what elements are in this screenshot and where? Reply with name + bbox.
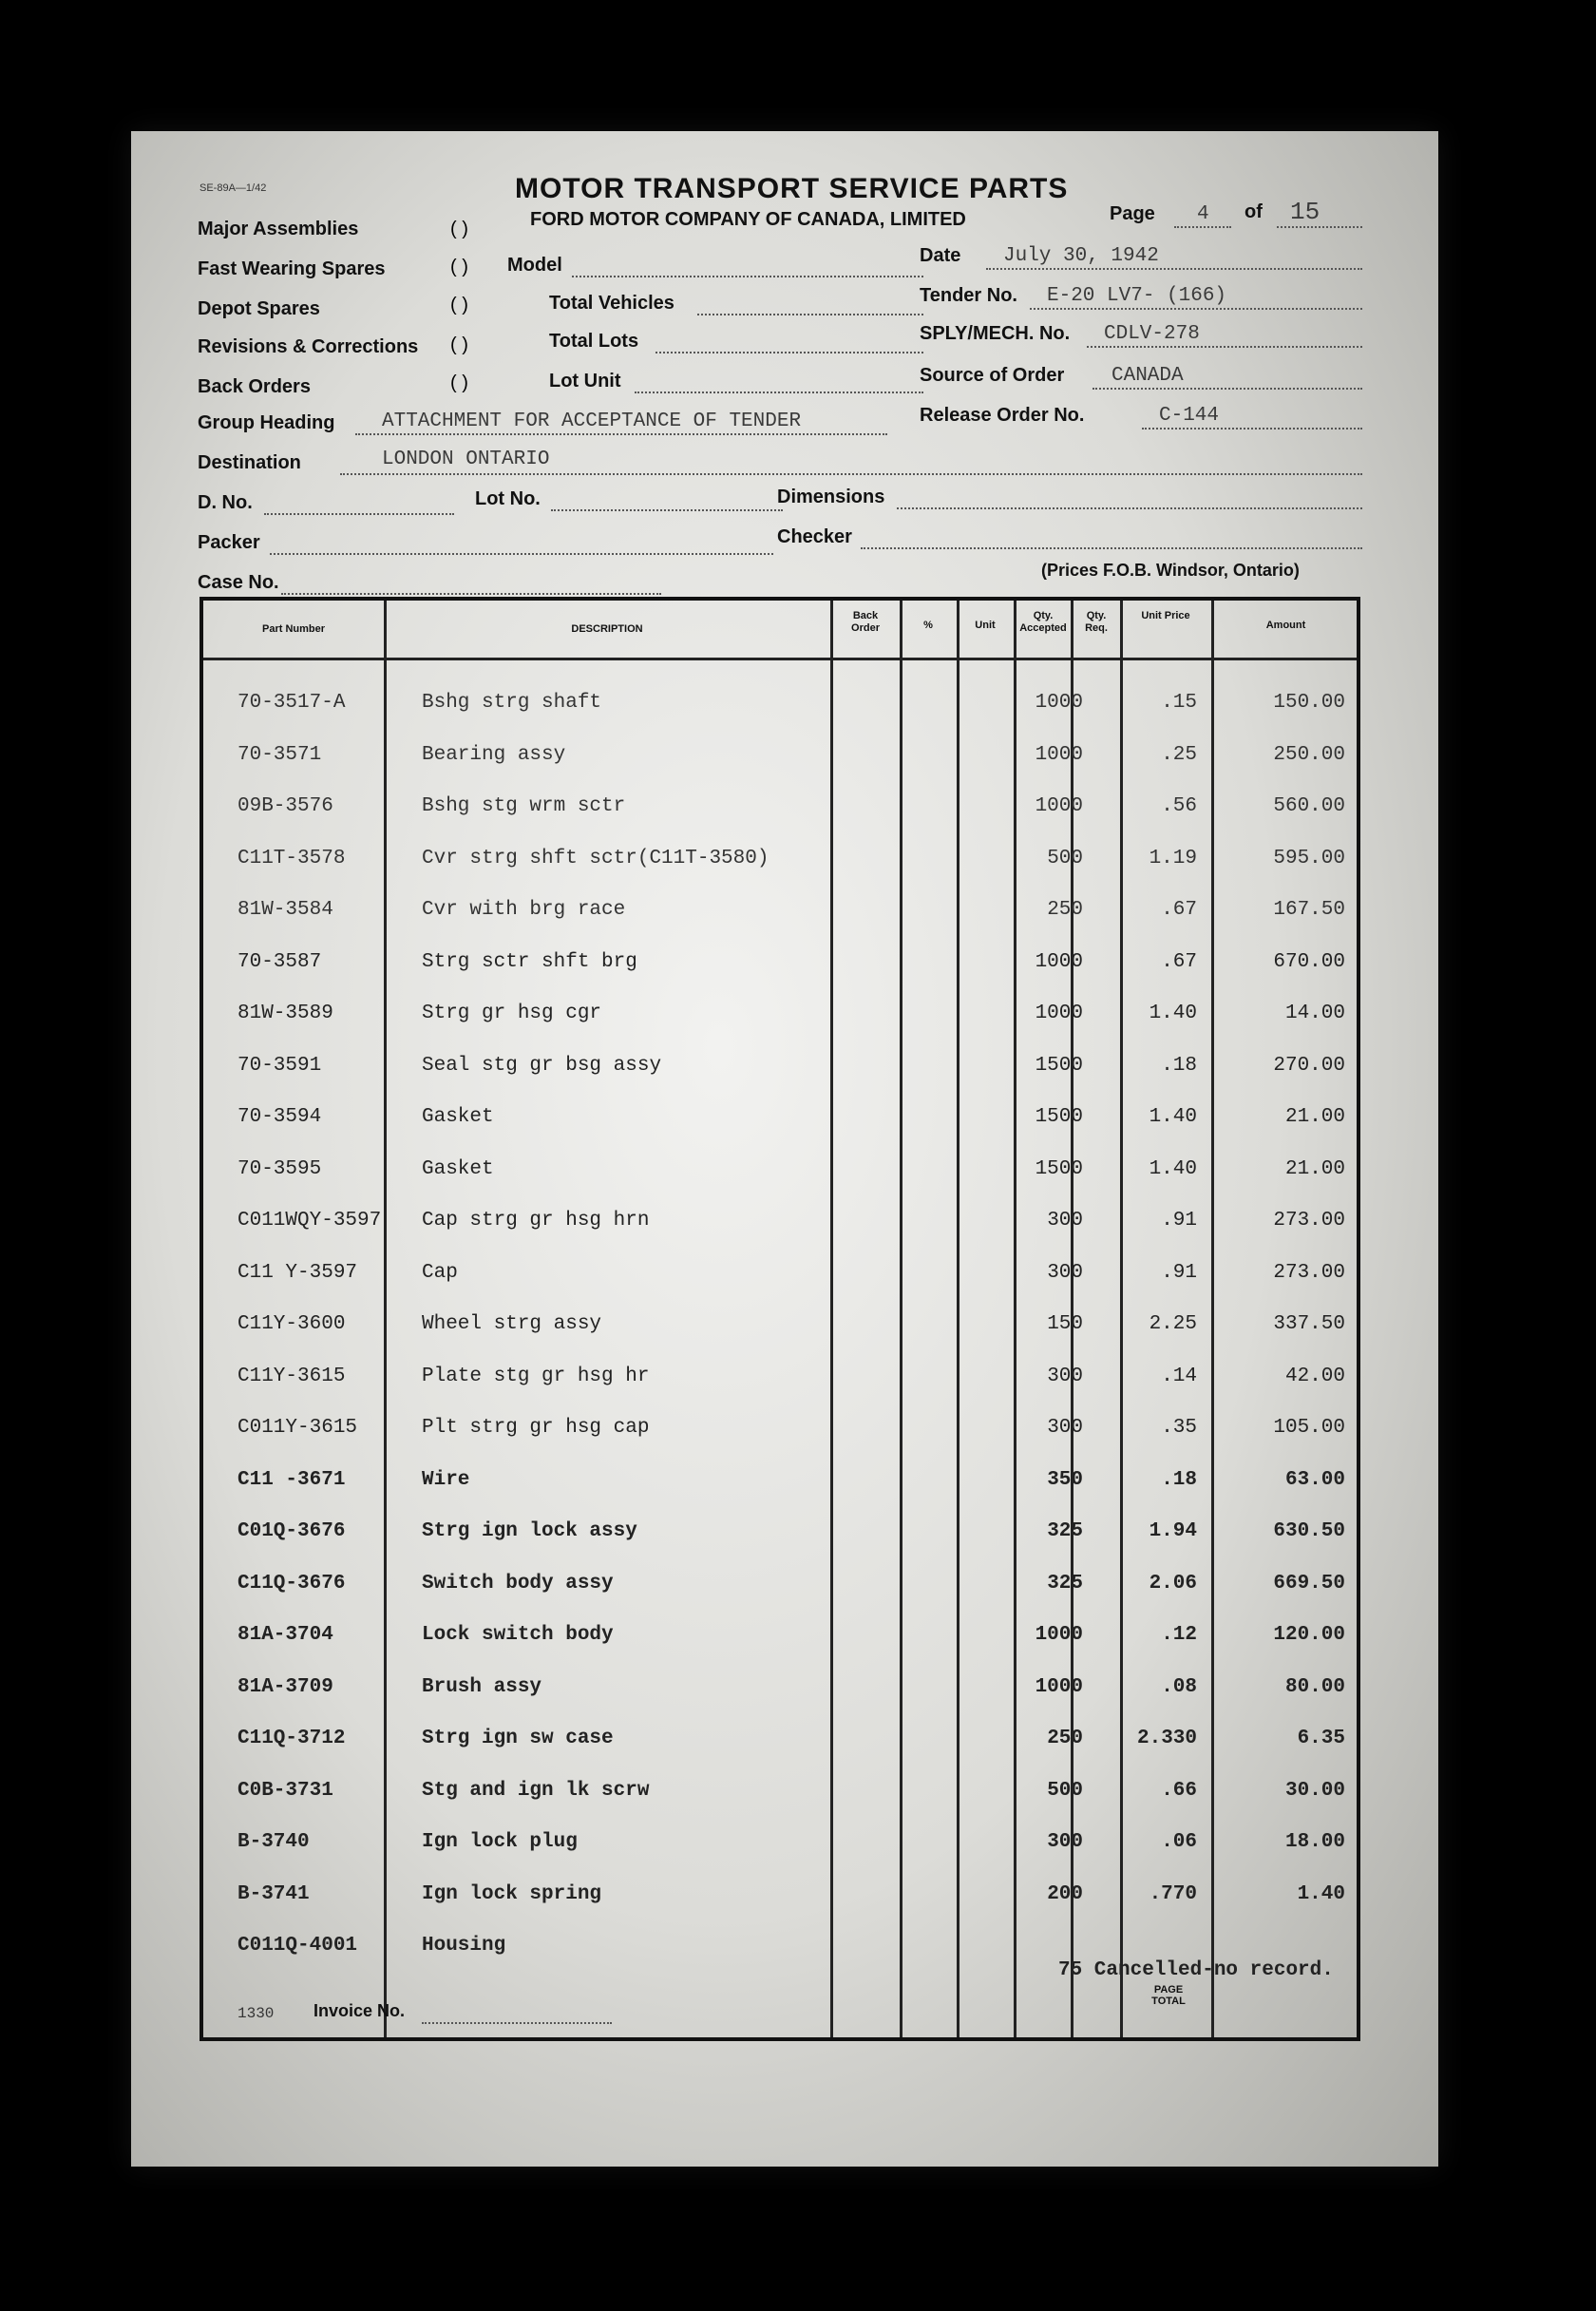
qty-accepted-cell: 1000 <box>1035 1003 1083 1024</box>
description-cell: Stg and ign lk scrw <box>422 1780 650 1802</box>
qty-accepted-cell: 325 <box>1047 1573 1083 1595</box>
qty-accepted-cell: 1000 <box>1035 795 1083 817</box>
sply-mech-value: CDLV-278 <box>1104 323 1200 345</box>
part-number-cell: C011Y-3615 <box>238 1417 358 1439</box>
description-cell: Cvr with brg race <box>422 899 626 921</box>
unit-price-cell: 2.25 <box>1149 1313 1197 1335</box>
amount-cell: 105.00 <box>1273 1417 1345 1439</box>
header-qty-req: Qty. Req. <box>1085 610 1108 634</box>
amount-cell: 1.40 <box>1297 1883 1345 1905</box>
table-row <box>203 1158 1357 1196</box>
unit-price-cell: 1.40 <box>1149 1158 1197 1180</box>
checker-field[interactable] <box>861 547 1362 549</box>
dimensions-label: Dimensions <box>777 487 885 507</box>
lot-unit-label: Lot Unit <box>549 371 621 392</box>
amount-cell: 42.00 <box>1284 1366 1345 1387</box>
page-total: 15 <box>1290 198 1320 226</box>
unit-price-cell: .06 <box>1161 1831 1197 1853</box>
part-number-cell: C01Q-3676 <box>238 1520 346 1542</box>
total-lots-field[interactable] <box>656 352 923 353</box>
date-value: July 30, 1942 <box>1003 245 1159 267</box>
table-row <box>203 1831 1357 1869</box>
company-name: FORD MOTOR COMPANY OF CANADA, LIMITED <box>530 209 966 230</box>
qty-accepted-cell: 1000 <box>1035 692 1083 714</box>
table-row <box>203 1728 1357 1766</box>
part-number-cell: C11Q-3676 <box>238 1573 346 1595</box>
description-cell: Ign lock plug <box>422 1831 578 1853</box>
part-number-cell: 81W-3589 <box>238 1003 333 1024</box>
qty-accepted-cell: 300 <box>1047 1366 1083 1387</box>
part-number-cell: 70-3517-A <box>238 692 346 714</box>
unit-price-cell: .18 <box>1161 1469 1197 1491</box>
qty-accepted-cell: 300 <box>1047 1417 1083 1439</box>
form-code: SE-89A—1/42 <box>200 182 267 194</box>
unit-price-cell: .770 <box>1149 1883 1197 1905</box>
group-heading-value: ATTACHMENT FOR ACCEPTANCE OF TENDER <box>382 411 802 432</box>
qty-accepted-cell: 200 <box>1047 1883 1083 1905</box>
description-cell: Cvr strg shft sctr(C11T-3580) <box>422 848 770 869</box>
prices-note: (Prices F.O.B. Windsor, Ontario) <box>1041 561 1300 580</box>
qty-accepted-cell: 500 <box>1047 848 1083 869</box>
qty-accepted-cell: 150 <box>1047 1313 1083 1335</box>
table-row <box>203 1780 1357 1818</box>
amount-cell: 273.00 <box>1273 1262 1345 1284</box>
amount-cell: 630.50 <box>1273 1520 1345 1542</box>
d-no-label: D. No. <box>198 492 253 513</box>
unit-price-cell: .25 <box>1161 744 1197 766</box>
group-heading-label: Group Heading <box>198 412 335 433</box>
qty-accepted-cell: 1500 <box>1035 1106 1083 1128</box>
invoice-label: Invoice No. <box>314 2001 406 2020</box>
amount-cell: 270.00 <box>1273 1055 1345 1077</box>
amount-cell: 21.00 <box>1284 1106 1345 1128</box>
header-unit-price: Unit Price <box>1141 610 1190 621</box>
category-label: Revisions & Corrections <box>198 336 419 357</box>
unit-price-cell: .67 <box>1161 899 1197 921</box>
part-number-cell: 70-3587 <box>238 951 322 973</box>
checker-label: Checker <box>777 526 852 547</box>
qty-accepted-cell: 300 <box>1047 1262 1083 1284</box>
header-part-number: Part Number <box>261 623 326 635</box>
qty-accepted-cell: 325 <box>1047 1520 1083 1542</box>
invoice-prefix: 1330 <box>238 2005 275 2022</box>
part-number-cell: B-3740 <box>238 1831 310 1853</box>
description-cell: Housing <box>422 1935 506 1957</box>
description-cell: Bearing assy <box>422 744 566 766</box>
description-cell: Strg sctr shft brg <box>422 951 637 973</box>
source-of-order-value: CANADA <box>1112 365 1184 387</box>
tender-no-line <box>1030 308 1362 310</box>
category-checkbox[interactable]: ( ) <box>450 334 468 355</box>
category-checkbox[interactable]: ( ) <box>450 372 468 393</box>
table-row <box>203 744 1357 782</box>
page-total-line <box>1277 226 1362 228</box>
lot-unit-field[interactable] <box>635 392 923 393</box>
table-row <box>203 795 1357 833</box>
unit-price-cell: .35 <box>1161 1417 1197 1439</box>
unit-price-cell: .14 <box>1161 1366 1197 1387</box>
category-checkbox[interactable]: ( ) <box>450 257 468 277</box>
qty-accepted-cell: 250 <box>1047 899 1083 921</box>
description-cell: Cap <box>422 1262 458 1284</box>
packer-field[interactable] <box>270 553 773 555</box>
part-number-cell: 70-3591 <box>238 1055 322 1077</box>
unit-price-cell: .91 <box>1161 1262 1197 1284</box>
unit-price-cell: .15 <box>1161 692 1197 714</box>
packer-label: Packer <box>198 532 260 553</box>
tender-no-label: Tender No. <box>920 285 1017 306</box>
unit-price-cell: 1.19 <box>1149 848 1197 869</box>
part-number-cell: C11 Y-3597 <box>238 1262 358 1284</box>
model-label: Model <box>507 255 562 276</box>
part-number-cell: C0B-3731 <box>238 1780 333 1802</box>
unit-price-cell: 2.330 <box>1136 1728 1197 1749</box>
table-row <box>203 1573 1357 1611</box>
qty-accepted-cell: 250 <box>1047 1728 1083 1749</box>
header-unit: Unit <box>975 620 996 631</box>
part-number-cell: C11 -3671 <box>238 1469 346 1491</box>
description-cell: Strg ign sw case <box>422 1728 614 1749</box>
amount-cell: 669.50 <box>1273 1573 1345 1595</box>
part-number-cell: C11Y-3600 <box>238 1313 346 1335</box>
amount-cell: 273.00 <box>1273 1210 1345 1232</box>
qty-accepted-cell: 300 <box>1047 1210 1083 1232</box>
of-label: of <box>1244 201 1263 222</box>
header-back-order: Back Order <box>851 610 880 634</box>
release-order-value: C-144 <box>1159 405 1220 427</box>
d-no-field[interactable] <box>264 513 454 515</box>
case-no-field[interactable] <box>281 593 661 595</box>
part-number-cell: 81A-3704 <box>238 1624 333 1646</box>
amount-cell: 63.00 <box>1284 1469 1345 1491</box>
total-vehicles-field[interactable] <box>697 314 923 315</box>
part-number-cell: C011WQY-3597 <box>238 1210 382 1232</box>
table-row <box>203 1313 1357 1351</box>
table-row <box>203 1469 1357 1507</box>
amount-cell: 595.00 <box>1273 848 1345 869</box>
category-label: Major Assemblies <box>198 219 359 239</box>
total-lots-label: Total Lots <box>549 331 639 352</box>
unit-price-cell: .66 <box>1161 1780 1197 1802</box>
amount-cell: 18.00 <box>1284 1831 1345 1853</box>
cancel-note: 75 Cancelled-no record. <box>1058 1959 1334 1981</box>
model-field[interactable] <box>572 276 923 277</box>
release-order-line <box>1142 428 1362 430</box>
qty-accepted-cell: 350 <box>1047 1469 1083 1491</box>
table-row <box>203 1262 1357 1300</box>
part-number-cell: C11Y-3615 <box>238 1366 346 1387</box>
lot-no-field[interactable] <box>551 509 783 511</box>
page-label: Page <box>1110 203 1155 224</box>
document-page <box>131 131 1438 2167</box>
description-cell: Gasket <box>422 1158 494 1180</box>
header-description: DESCRIPTION <box>571 623 643 635</box>
description-cell: Plate stg gr hsg hr <box>422 1366 650 1387</box>
qty-accepted-cell: 300 <box>1047 1831 1083 1853</box>
unit-price-cell: .08 <box>1161 1676 1197 1698</box>
destination-value: LONDON ONTARIO <box>382 449 550 470</box>
destination-label: Destination <box>198 452 301 473</box>
header-divider <box>203 658 1357 660</box>
description-cell: Bshg stg wrm sctr <box>422 795 626 817</box>
table-row <box>203 1520 1357 1558</box>
part-number-cell: C11T-3578 <box>238 848 346 869</box>
table-row <box>203 1883 1357 1921</box>
table-row <box>203 692 1357 730</box>
description-cell: Brush assy <box>422 1676 542 1698</box>
sply-mech-line <box>1087 346 1362 348</box>
unit-price-cell: .18 <box>1161 1055 1197 1077</box>
table-row <box>203 951 1357 989</box>
header-qty-accepted: Qty. Accepted <box>1019 610 1067 634</box>
sply-mech-label: SPLY/MECH. No. <box>920 323 1071 344</box>
amount-cell: 560.00 <box>1273 795 1345 817</box>
description-cell: Plt strg gr hsg cap <box>422 1417 650 1439</box>
description-cell: Bshg strg shaft <box>422 692 602 714</box>
unit-price-cell: .91 <box>1161 1210 1197 1232</box>
category-label: Depot Spares <box>198 298 320 319</box>
part-number-cell: C11Q-3712 <box>238 1728 346 1749</box>
part-number-cell: 70-3595 <box>238 1158 322 1180</box>
page-total-label: PAGE TOTAL <box>1151 1984 1186 2007</box>
unit-price-cell: .67 <box>1161 951 1197 973</box>
lot-no-label: Lot No. <box>475 488 541 509</box>
description-cell: Wheel strg assy <box>422 1313 602 1335</box>
category-label: Back Orders <box>198 376 311 397</box>
page-number: 4 <box>1197 203 1209 225</box>
invoice-field[interactable] <box>422 2022 612 2024</box>
amount-cell: 80.00 <box>1284 1676 1345 1698</box>
table-row <box>203 1676 1357 1714</box>
table-row <box>203 848 1357 886</box>
destination-line <box>340 473 1362 475</box>
part-number-cell: 70-3571 <box>238 744 322 766</box>
amount-cell: 337.50 <box>1273 1313 1345 1335</box>
part-number-cell: C011Q-4001 <box>238 1935 358 1957</box>
category-label: Fast Wearing Spares <box>198 258 386 279</box>
unit-price-cell: 1.40 <box>1149 1106 1197 1128</box>
table-row <box>203 1055 1357 1093</box>
tender-no-value: E-20 LV7- (166) <box>1047 285 1227 307</box>
part-number-cell: B-3741 <box>238 1883 310 1905</box>
group-heading-line <box>355 433 887 435</box>
source-of-order-label: Source of Order <box>920 365 1065 386</box>
description-cell: Cap strg gr hsg hrn <box>422 1210 650 1232</box>
parts-table <box>200 597 1360 2041</box>
qty-accepted-cell: 1000 <box>1035 951 1083 973</box>
release-order-label: Release Order No. <box>920 405 1085 426</box>
description-cell: Strg ign lock assy <box>422 1520 637 1542</box>
part-number-cell: 81W-3584 <box>238 899 333 921</box>
total-vehicles-label: Total Vehicles <box>549 293 674 314</box>
table-row <box>203 1366 1357 1404</box>
date-label: Date <box>920 245 961 266</box>
dimensions-field[interactable] <box>897 507 1362 509</box>
description-cell: Ign lock spring <box>422 1883 602 1905</box>
amount-cell: 6.35 <box>1297 1728 1345 1749</box>
qty-accepted-cell: 1500 <box>1035 1158 1083 1180</box>
case-no-label: Case No. <box>198 572 279 593</box>
qty-accepted-cell: 500 <box>1047 1780 1083 1802</box>
unit-price-cell: 1.40 <box>1149 1003 1197 1024</box>
table-row <box>203 1003 1357 1041</box>
unit-price-cell: .56 <box>1161 795 1197 817</box>
table-row <box>203 1624 1357 1662</box>
table-row <box>203 899 1357 937</box>
header-amount: Amount <box>1265 620 1306 631</box>
description-cell: Wire <box>422 1469 470 1491</box>
description-cell: Strg gr hsg cgr <box>422 1003 602 1024</box>
qty-accepted-cell: 1500 <box>1035 1055 1083 1077</box>
description-cell: Switch body assy <box>422 1573 614 1595</box>
source-of-order-line <box>1092 388 1362 390</box>
amount-cell: 670.00 <box>1273 951 1345 973</box>
unit-price-cell: 1.94 <box>1149 1520 1197 1542</box>
description-cell: Seal stg gr bsg assy <box>422 1055 662 1077</box>
qty-accepted-cell: 1000 <box>1035 1676 1083 1698</box>
qty-accepted-cell: 1000 <box>1035 1624 1083 1646</box>
amount-cell: 21.00 <box>1284 1158 1345 1180</box>
amount-cell: 250.00 <box>1273 744 1345 766</box>
description-cell: Gasket <box>422 1106 494 1128</box>
unit-price-cell: .12 <box>1161 1624 1197 1646</box>
form-title: MOTOR TRANSPORT SERVICE PARTS <box>515 173 1069 204</box>
table-row <box>203 1210 1357 1248</box>
date-line <box>986 268 1362 270</box>
amount-cell: 120.00 <box>1273 1624 1345 1646</box>
description-cell: Lock switch body <box>422 1624 614 1646</box>
unit-price-cell: 2.06 <box>1149 1573 1197 1595</box>
header-percent: % <box>923 620 933 631</box>
part-number-cell: 09B-3576 <box>238 795 333 817</box>
amount-cell: 30.00 <box>1284 1780 1345 1802</box>
amount-cell: 167.50 <box>1273 899 1345 921</box>
part-number-cell: 81A-3709 <box>238 1676 333 1698</box>
category-checkbox[interactable]: ( ) <box>450 219 468 239</box>
amount-cell: 150.00 <box>1273 692 1345 714</box>
category-checkbox[interactable]: ( ) <box>450 295 468 315</box>
qty-accepted-cell: 1000 <box>1035 744 1083 766</box>
page-number-line <box>1174 226 1231 228</box>
part-number-cell: 70-3594 <box>238 1106 322 1128</box>
amount-cell: 14.00 <box>1284 1003 1345 1024</box>
table-row <box>203 1106 1357 1144</box>
table-row <box>203 1417 1357 1455</box>
